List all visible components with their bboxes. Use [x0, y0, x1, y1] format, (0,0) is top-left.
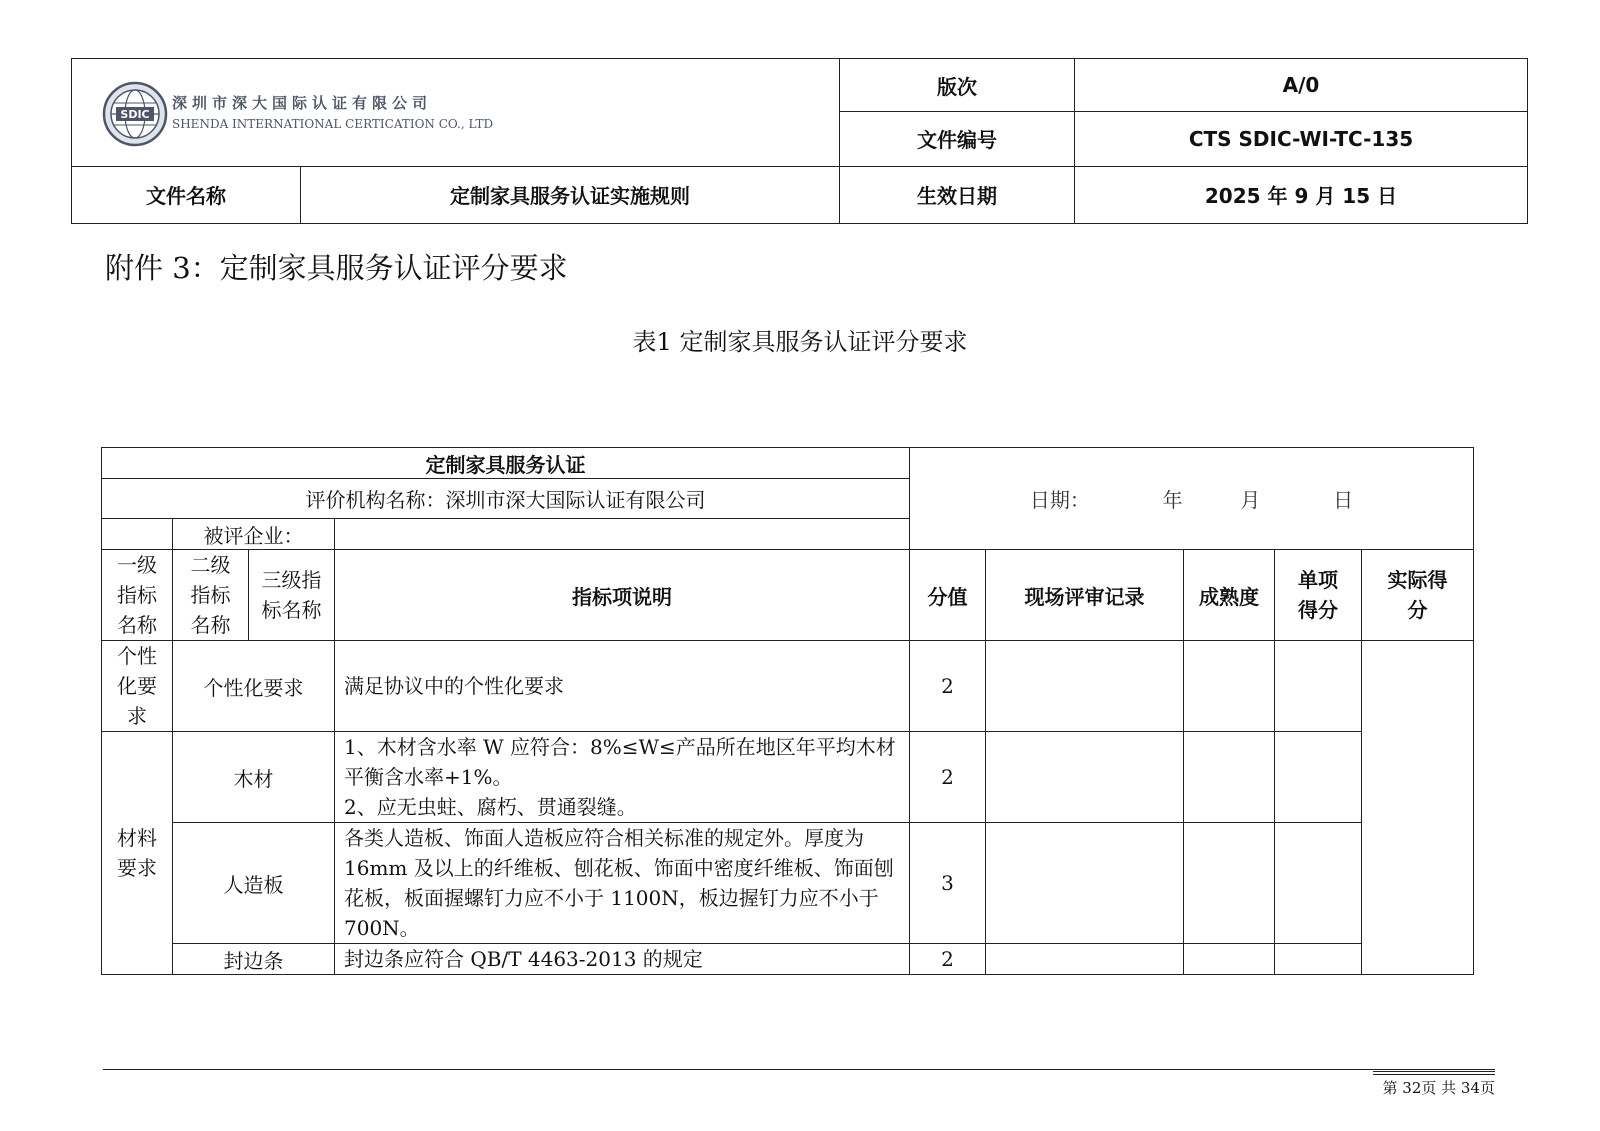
row-level2: 木材: [173, 732, 335, 823]
row-level2: 封边条: [173, 944, 335, 975]
row-item-score: [1275, 944, 1362, 975]
row-record: [986, 732, 1184, 823]
document-header: [71, 58, 1528, 224]
row-score: 3: [910, 823, 986, 944]
row-score: 2: [910, 732, 986, 823]
row-item-score: [1275, 641, 1362, 732]
table-row: [102, 823, 1474, 944]
docno-label: 文件编号: [840, 112, 1075, 166]
row-score: 2: [910, 944, 986, 975]
enterprise-value: [335, 519, 910, 550]
enterprise-label: 被评企业：: [173, 519, 335, 550]
effective-date-label: 生效日期: [840, 166, 1075, 223]
row-score: 2: [910, 641, 986, 732]
row-record: [986, 944, 1184, 975]
col-score: 分值: [910, 550, 986, 641]
row-actual-score: [1362, 641, 1474, 975]
date-label: 日期：: [1029, 488, 1090, 512]
docno-value: CTS SDIC-WI-TC-135: [1075, 112, 1528, 166]
table-caption: 表1 定制家具服务认证评分要求: [632, 328, 968, 356]
version-value: A/0: [1075, 59, 1528, 112]
row-maturity: [1184, 944, 1275, 975]
row-description: 满足协议中的个性化要求: [335, 641, 910, 732]
col-level1: 一级指标名称: [102, 550, 173, 641]
company-logo-cell: [72, 59, 840, 167]
row-description: 1、木材含水率 W 应符合：8%≤W≤产品所在地区年平均木材平衡含水率+1%。 2、应无虫蛀、腐朽、贯通裂缝。: [335, 732, 910, 823]
col-actual-score: 实际得分: [1362, 550, 1474, 641]
row-maturity: [1184, 641, 1275, 732]
col-description: 指标项说明: [335, 550, 910, 641]
table-row: [102, 732, 1474, 823]
enterprise-spacer: [102, 519, 173, 550]
company-name-en: SHENDA INTERNATIONAL CERTICATION CO., LTD: [172, 117, 494, 131]
row-level2: 人造板: [173, 823, 335, 944]
filename-value: 定制家具服务认证实施规则: [301, 166, 840, 223]
effective-date-value: 2025 年 9 月 15 日: [1075, 166, 1528, 223]
col-record: 现场评审记录: [986, 550, 1184, 641]
date-cell: [910, 448, 1474, 550]
footer-rule-double-bottom: [1373, 1074, 1495, 1075]
annex-title: 附件 3：定制家具服务认证评分要求: [105, 251, 568, 285]
page-number: 第 32页 共 34页: [1382, 1079, 1495, 1097]
row-description: 各类人造板、饰面人造板应符合相关标准的规定外。厚度为16mm 及以上的纤维板、刨花板、饰面中密度纤维板、饰面刨花板，板面握螺钉力应不小于 1100N，板边握钉力应不小于700N。: [335, 823, 910, 944]
date-year: 年: [1162, 488, 1183, 512]
footer-rule-double-top: [1373, 1071, 1495, 1072]
table-title: 定制家具服务认证: [102, 448, 910, 479]
row-item-score: [1275, 732, 1362, 823]
row-level2: 个性化要求: [173, 641, 335, 732]
date-month: 月: [1240, 488, 1261, 512]
version-label: 版次: [840, 59, 1075, 112]
table-row: [102, 944, 1474, 975]
date-day: 日: [1333, 488, 1354, 512]
row-maturity: [1184, 823, 1275, 944]
row-description: 封边条应符合 QB/T 4463-2013 的规定: [335, 944, 910, 975]
filename-label: 文件名称: [72, 166, 301, 223]
row-level1: 个性化要求: [102, 641, 173, 732]
col-item-score: 单项得分: [1275, 550, 1362, 641]
logo-text: SDIC: [120, 108, 150, 121]
company-name-cn: 深圳市深大国际认证有限公司: [172, 94, 433, 112]
row-record: [986, 641, 1184, 732]
scoring-table: [101, 447, 1474, 975]
row-maturity: [1184, 732, 1275, 823]
table-row: [102, 641, 1474, 732]
footer-rule: [103, 1069, 1495, 1070]
org-name: 评价机构名称：深圳市深大国际认证有限公司: [102, 479, 910, 519]
row-level1: 材料要求: [102, 732, 173, 975]
row-item-score: [1275, 823, 1362, 944]
company-logo: [102, 81, 168, 147]
col-level3: 三级指标名称: [249, 550, 335, 641]
col-level2: 二级指标名称: [173, 550, 249, 641]
col-maturity: 成熟度: [1184, 550, 1275, 641]
row-record: [986, 823, 1184, 944]
